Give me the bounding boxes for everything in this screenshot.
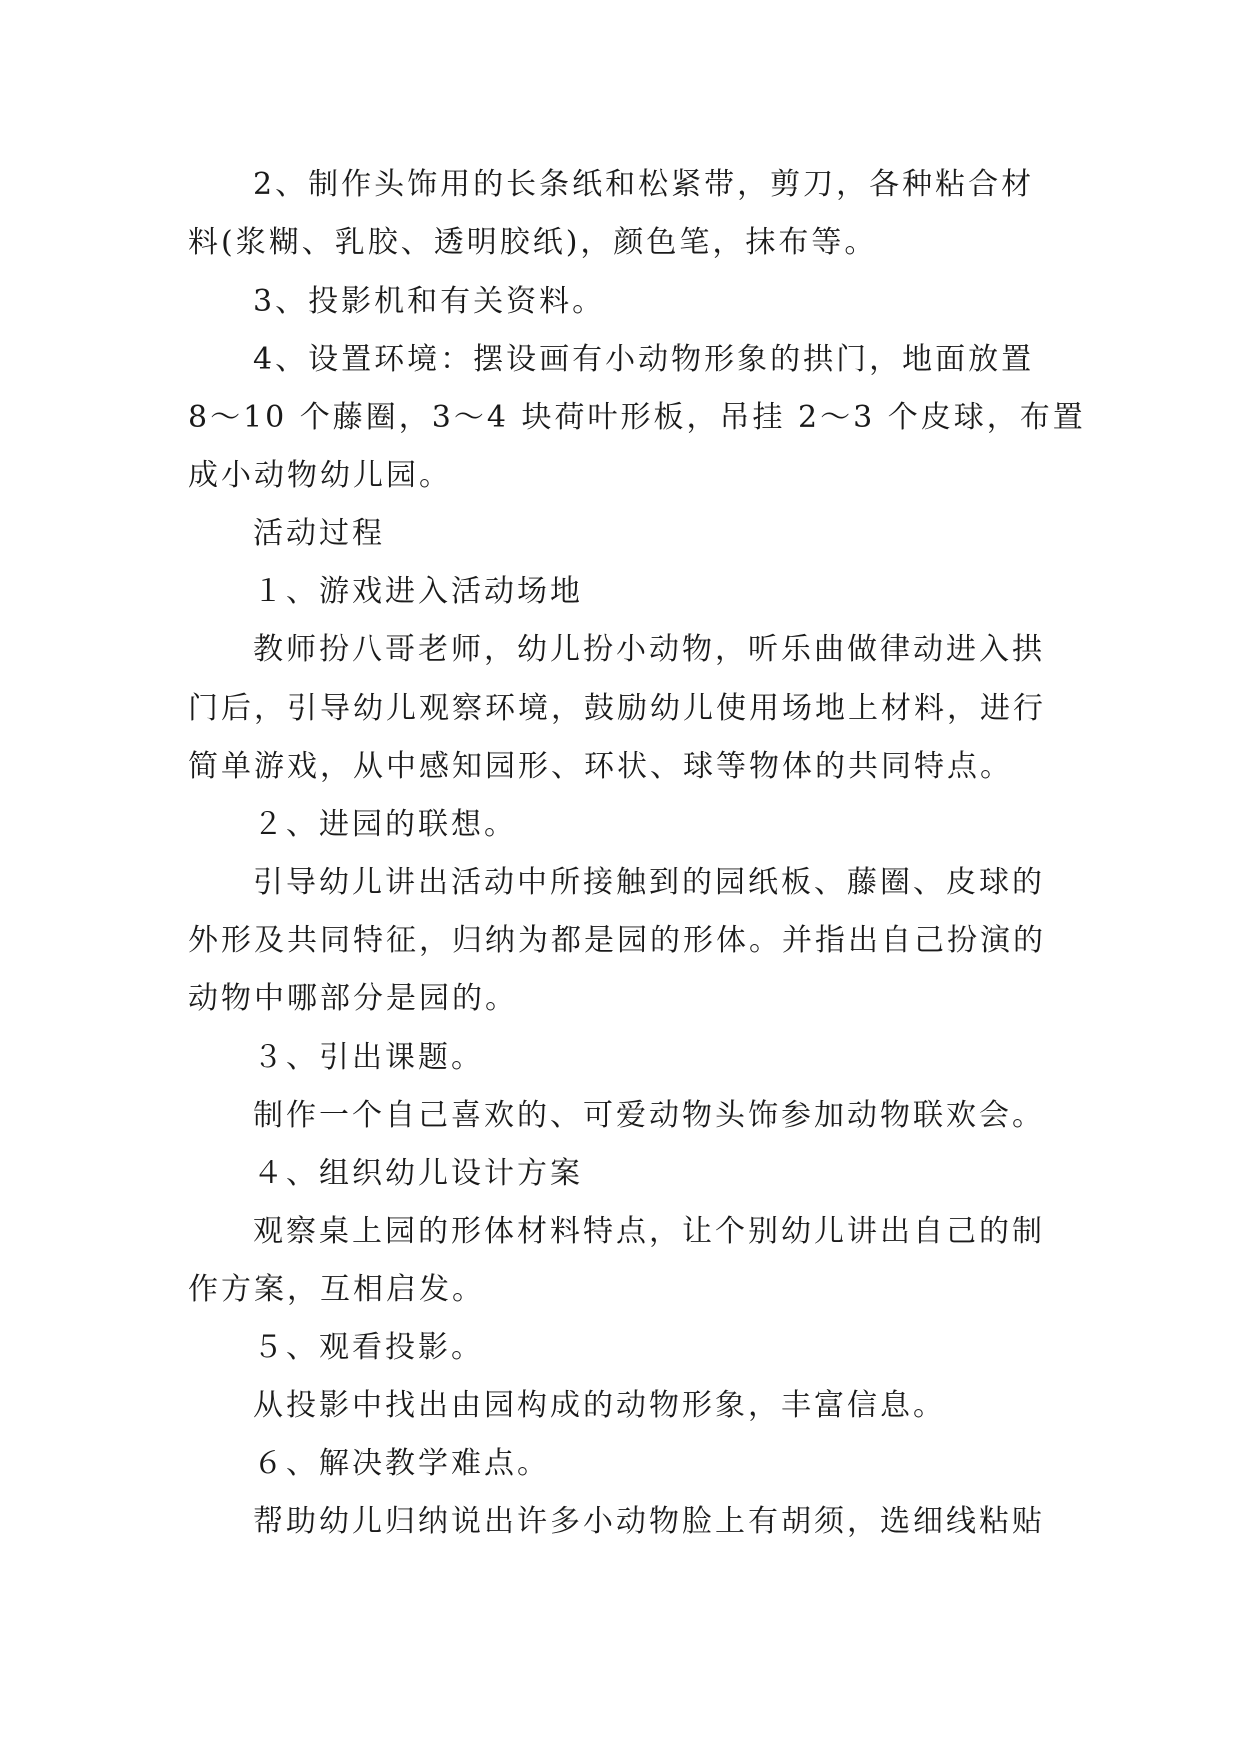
- step-heading: ４、组织幼儿设计方案: [253, 1156, 583, 1191]
- step-heading: ６、解决教学难点。: [253, 1446, 550, 1481]
- step-heading: １、游戏进入活动场地: [253, 574, 583, 609]
- paragraph-line: 简单游戏，从中感知园形、环状、球等物体的共同特点。: [188, 749, 1013, 784]
- step-heading: ２、进园的联想。: [253, 807, 517, 842]
- step-heading: ３、引出课题。: [253, 1040, 484, 1075]
- paragraph-line: 4、设置环境：摆设画有小动物形象的拱门，地面放置: [253, 342, 1035, 377]
- paragraph-line: 教师扮八哥老师，幼儿扮小动物，听乐曲做律动进入拱: [253, 632, 1045, 667]
- paragraph-line: 外形及共同特征，归纳为都是园的形体。并指出自己扮演的: [188, 923, 1046, 958]
- paragraph-line: 动物中哪部分是园的。: [188, 981, 518, 1016]
- paragraph-line: 2、制作头饰用的长条纸和松紧带，剪刀，各种粘合材: [253, 167, 1035, 202]
- paragraph-line: 从投影中找出由园构成的动物形象，丰富信息。: [253, 1388, 946, 1423]
- paragraph-line: 料(浆糊、乳胶、透明胶纸)，颜色笔，抹布等。: [188, 225, 878, 260]
- paragraph-line: 8～10 个藤圈，3～4 块荷叶形板，吊挂 2～3 个皮球，布置: [188, 400, 1086, 435]
- step-heading: ５、观看投影。: [253, 1330, 484, 1365]
- paragraph-line: 门后，引导幼儿观察环境，鼓励幼儿使用场地上材料，进行: [188, 691, 1046, 726]
- paragraph-line: 作方案，互相启发。: [188, 1272, 485, 1307]
- paragraph-line: 帮助幼儿归纳说出许多小动物脸上有胡须，选细线粘贴: [253, 1504, 1045, 1539]
- paragraph-line: 引导幼儿讲出活动中所接触到的园纸板、藤圈、皮球的: [253, 865, 1045, 900]
- paragraph-line: 制作一个自己喜欢的、可爱动物头饰参加动物联欢会。: [253, 1098, 1045, 1133]
- paragraph-line: 观察桌上园的形体材料特点，让个别幼儿讲出自己的制: [253, 1214, 1045, 1249]
- paragraph-line: 成小动物幼儿园。: [188, 458, 452, 493]
- section-heading: 活动过程: [253, 516, 385, 551]
- paragraph-line: 3、投影机和有关资料。: [253, 284, 606, 319]
